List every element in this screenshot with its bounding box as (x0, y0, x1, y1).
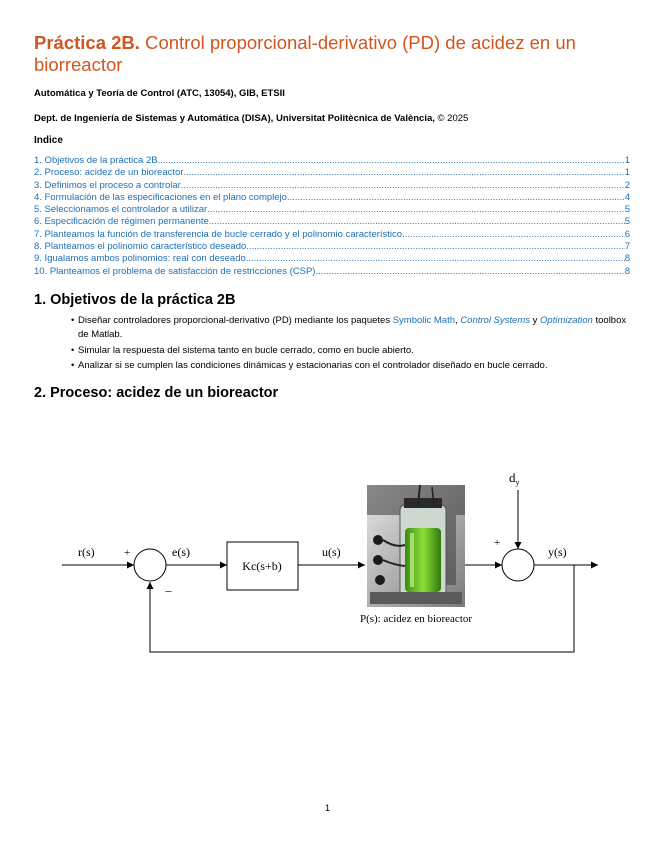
error-label: e(s) (172, 545, 190, 559)
section-2-heading: 2. Proceso: acidez de un bioreactor (34, 384, 279, 401)
toc-item-6[interactable]: 6. Especificación de régimen permanente ..... 5 (34, 216, 630, 228)
controller-label: Kc(s+b) (242, 559, 282, 573)
plus-sign-1: + (124, 547, 131, 559)
summing-junction-output (502, 549, 534, 581)
list-item: • Simular la respuesta del sistema tanto en bucle cerrado, como en bucle abierto. (78, 344, 630, 359)
copyright: © 2025 (437, 113, 469, 124)
toc-item-9[interactable]: 9. Igualamos ambos polinomios: real con deseado ..... 8 (34, 253, 630, 265)
bioreactor-image (367, 485, 465, 607)
page-title: Práctica 2B. Control proporcional-derivativo (PD) de acidez en un biorreactor (34, 32, 576, 75)
disturbance-label: $d_y$ (509, 470, 520, 487)
process-caption: P(s): acidez en bioreactor (359, 613, 473, 625)
department-line: Dept. de Ingeniería de Sistemas y Automática (DISA), Universitat Politècnica de València, © 2025 (34, 113, 469, 124)
optimization-link[interactable]: Optimization (540, 314, 593, 326)
control-systems-link[interactable]: Control Systems (460, 314, 530, 326)
toc-item-8[interactable]: 8. Planteamos el polinomio característico deseado ..... 7 (34, 241, 630, 253)
minus-sign-1: − (165, 584, 173, 599)
plus-sign-2: + (494, 537, 501, 549)
section-1-heading: 1. Objetivos de la práctica 2B (34, 291, 236, 308)
course-line: Automática y Teoría de Control (ATC, 13054), GIB, ETSII (34, 88, 285, 99)
output-label: y(s) (548, 545, 567, 559)
toc-item-5[interactable]: 5. Seleccionamos el controlador a utilizar ..... 5 (34, 204, 630, 216)
symbolic-math-link[interactable]: Symbolic Math (392, 314, 456, 326)
toc-item-7[interactable]: 7. Planteamos la función de transferencia de bucle cerrado y el polinomio característico ..... 6 (34, 229, 630, 241)
toc-item-2[interactable]: 2. Proceso: acidez de un bioreactor ..... 1 (34, 167, 630, 179)
summing-junction-error (134, 549, 166, 581)
control-signal-label: u(s) (322, 545, 341, 559)
list-item: • Diseñar controladores proporcional-derivativo (PD) mediante los paquetes Symbolic Math, Control Systems y Optimization toolbox de Matlab. (78, 314, 630, 343)
toc-item-4[interactable]: 4. Formulación de las especificaciones en el plano complejo ..... 4 (34, 192, 630, 204)
list-item: • Analizar si se cumplen las condiciones dinámicas y estacionarias con el controlador diseñado en bucle cerrado. (78, 359, 630, 374)
toc-item-1[interactable]: 1. Objetivos de la práctica 2B ..... 1 (34, 155, 630, 167)
toc-item-3[interactable]: 3. Definimos el proceso a controlar ..... 2 (34, 180, 630, 192)
reference-label: r(s) (78, 545, 95, 559)
toc-item-10[interactable]: 10. Planteamos el problema de satisfacción de restricciones (CSP) ..... 8 (34, 266, 630, 278)
toc-heading: Indice (34, 135, 63, 146)
page-number: 1 (324, 803, 331, 814)
